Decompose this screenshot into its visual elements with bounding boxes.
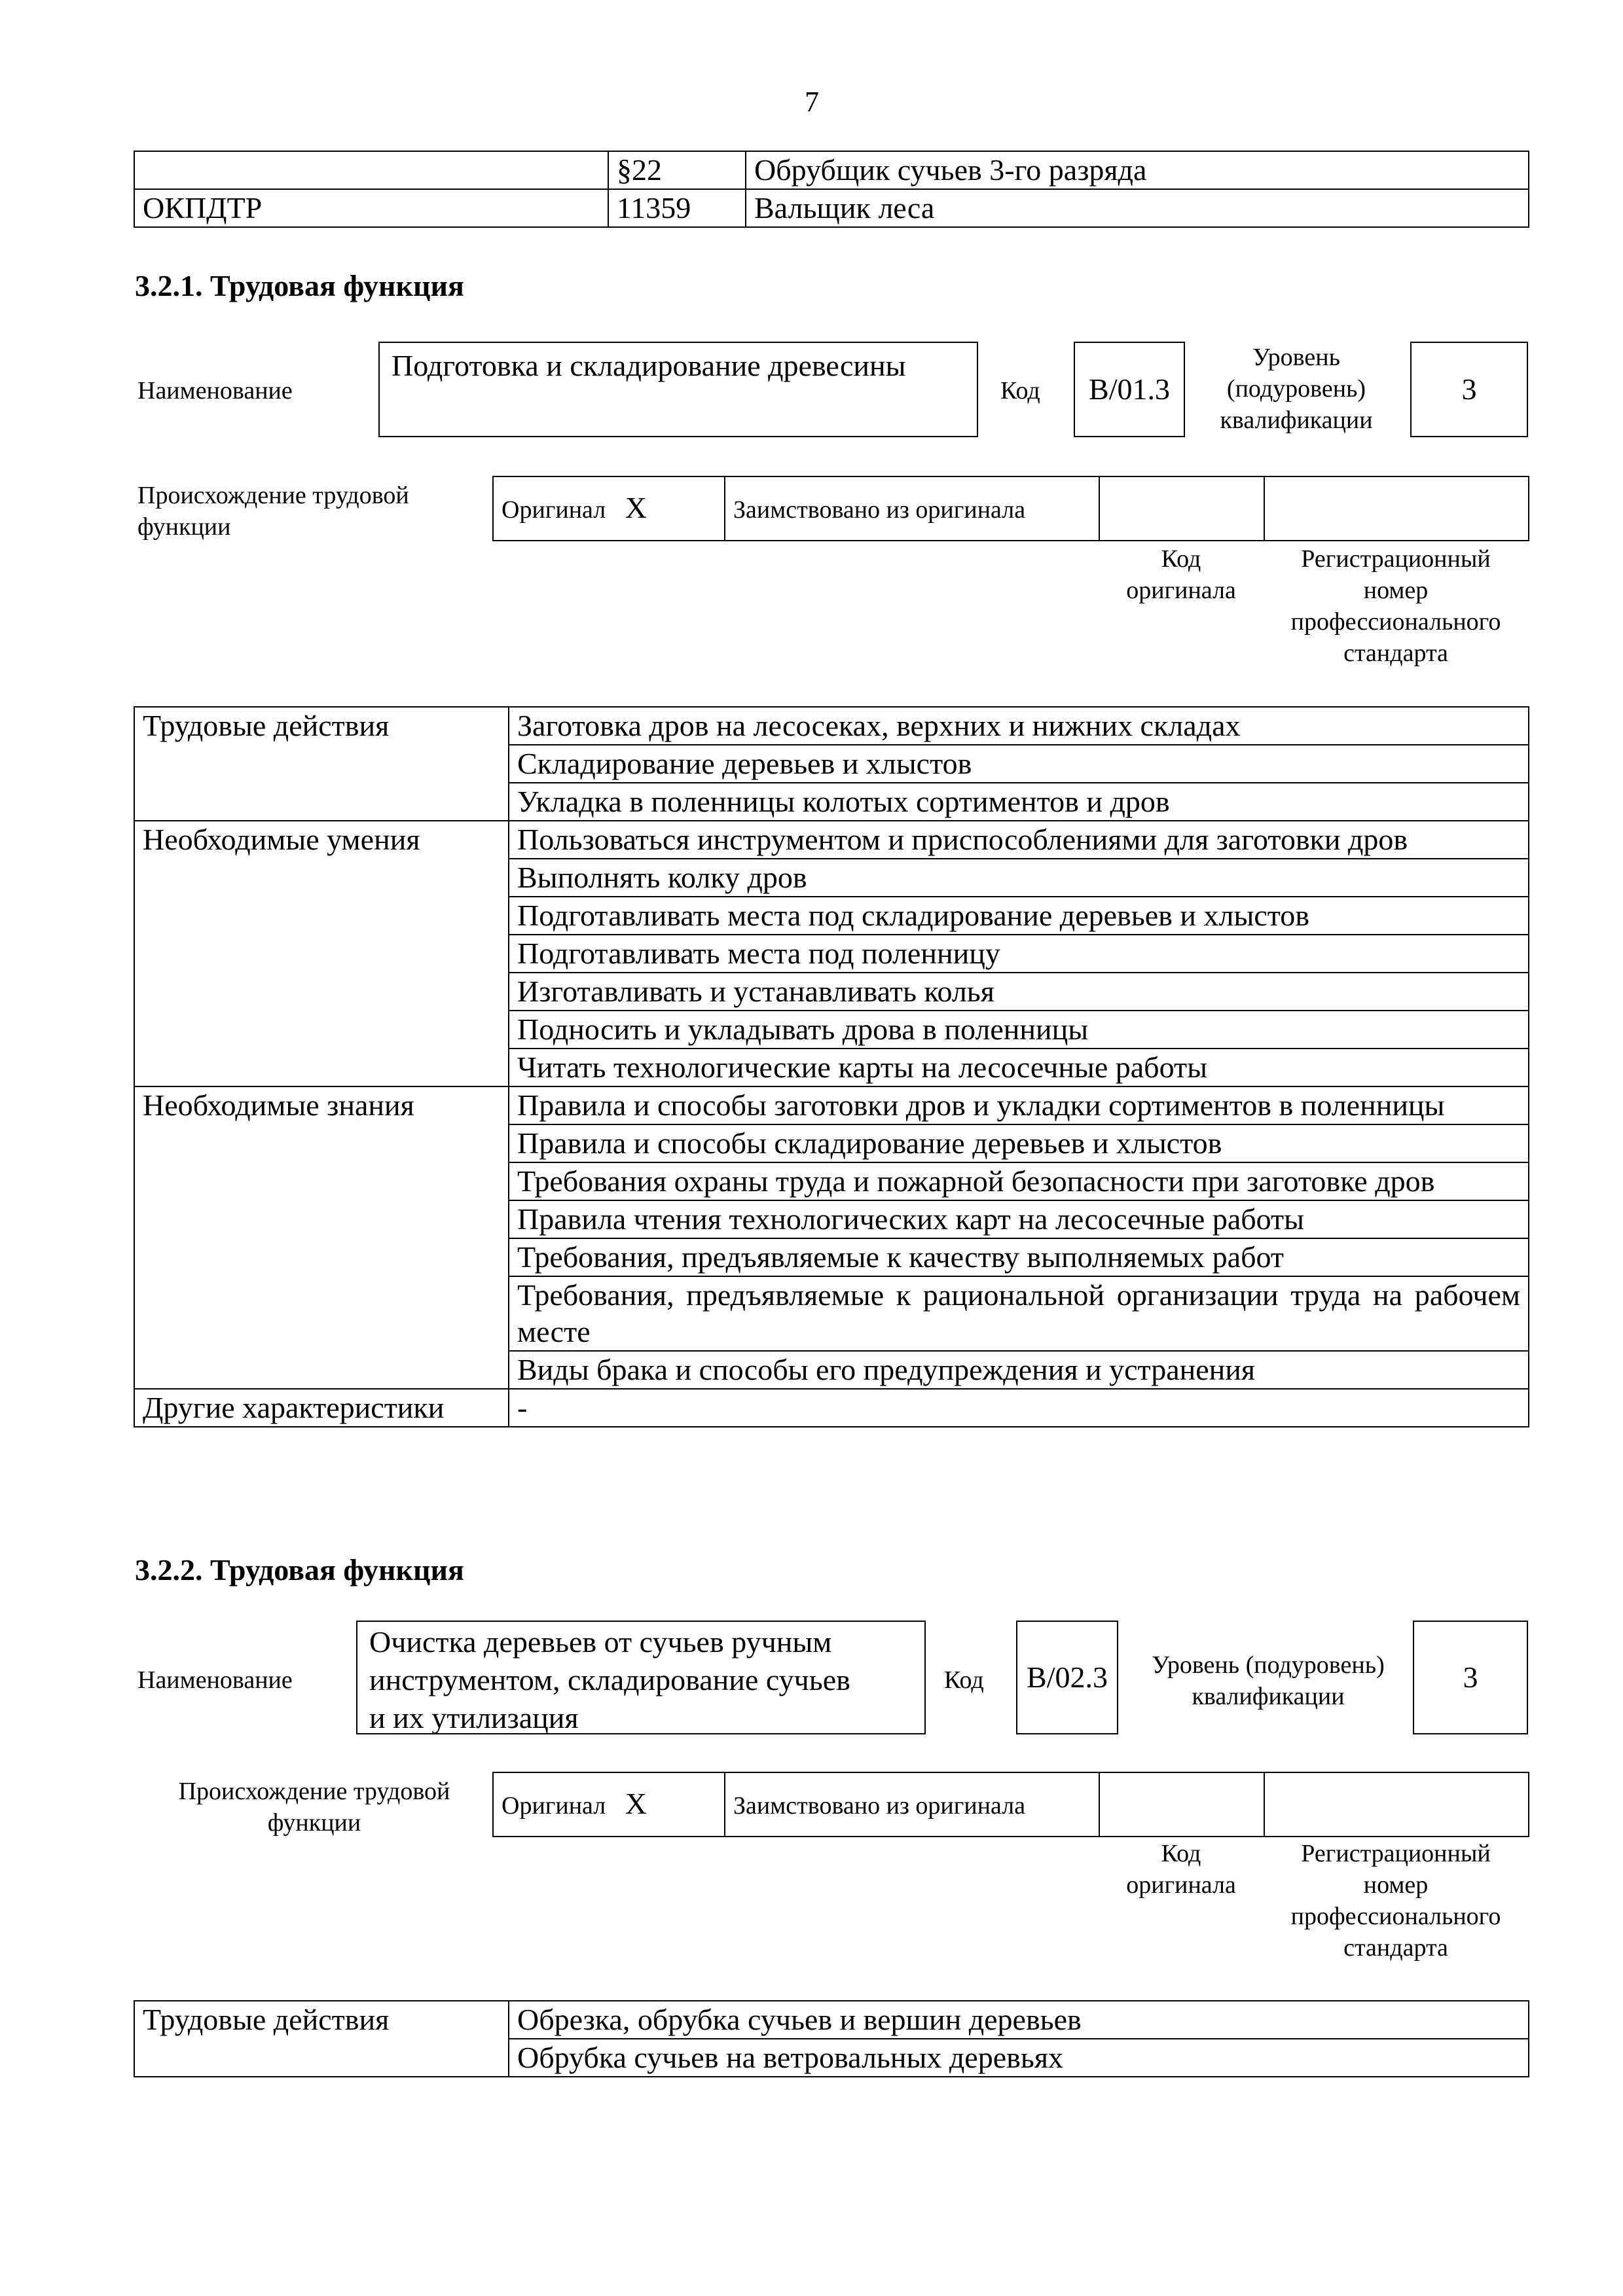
origin-label-line: Происхождение трудовой — [137, 482, 409, 509]
section-title: 3.2.2. Трудовая функция — [135, 1553, 464, 1587]
table-cell: 11359 — [608, 189, 746, 227]
caption-line: номер — [1363, 1871, 1429, 1899]
registration-number-cell — [1264, 476, 1529, 541]
function-name-line: Очистка деревьев от сучьев ручным — [369, 1625, 832, 1659]
section-title: 3.2.1. Трудовая функция — [135, 269, 464, 302]
caption-line: Код — [1161, 1840, 1201, 1867]
list-item: Правила чтения технологических карт на лесосечные работы — [509, 1200, 1529, 1238]
name-label: Наименование — [137, 1666, 293, 1694]
reg-number-caption — [1264, 543, 1528, 669]
level-label-line: Уровень — [1252, 344, 1340, 371]
caption-line: стандарта — [1343, 639, 1448, 667]
table-row — [134, 707, 1529, 745]
origin-label — [151, 1776, 478, 1839]
name-label: Наименование — [137, 377, 293, 404]
list-item: Подносить и укладывать дрова в поленницы — [509, 1011, 1529, 1049]
borrowed-label: Заимствовано из оригинала — [733, 495, 1026, 524]
function-detail-table — [134, 706, 1529, 1427]
list-item: Подготавливать места под поленницу — [509, 935, 1529, 973]
caption-line: стандарта — [1343, 1934, 1448, 1962]
level-box — [1413, 1621, 1528, 1734]
caption-line: профессионального — [1290, 1903, 1501, 1930]
registration-number-cell — [1264, 1772, 1529, 1837]
level-label-line: Уровень (подуровень) — [1152, 1651, 1385, 1679]
row-label: Трудовые действия — [134, 707, 509, 821]
row-label: Трудовые действия — [134, 2001, 509, 2077]
list-item: Правила и способы складирование деревьев и хлыстов — [509, 1124, 1529, 1162]
list-item: Подготавливать места под складирование деревьев и хлыстов — [509, 897, 1529, 935]
list-item: Обрубка сучьев на ветровальных деревьях — [509, 2039, 1529, 2077]
occupation-code-table — [134, 151, 1529, 228]
origin-table — [492, 476, 1529, 541]
table-row — [134, 1389, 1529, 1427]
list-item: Заготовка дров на лесосеках, верхних и нижних складах — [509, 707, 1529, 745]
function-name: Подготовка и складирование древесины — [392, 349, 906, 382]
table-row — [134, 821, 1529, 859]
original-cell — [493, 1772, 725, 1837]
original-mark: X — [625, 1786, 647, 1820]
borrowed-cell — [725, 476, 1099, 541]
list-item: Пользоваться инструментом и приспособлениями для заготовки дров — [509, 821, 1529, 859]
function-code: B/02.3 — [1027, 1660, 1108, 1694]
row-label: Необходимые умения — [134, 821, 509, 1086]
level-value: 3 — [1463, 1660, 1478, 1694]
original-label: Оригинал — [501, 495, 606, 524]
original-label: Оригинал — [501, 1791, 606, 1820]
list-item: Выполнять колку дров — [509, 859, 1529, 897]
caption-line: профессионального — [1290, 608, 1501, 636]
row-label: Необходимые знания — [134, 1086, 509, 1389]
code-label: Код — [944, 1666, 984, 1694]
original-code-cell — [1099, 476, 1264, 541]
caption-line: Код — [1161, 545, 1201, 573]
caption-line: Регистрационный — [1301, 1840, 1491, 1867]
page-number: 7 — [805, 86, 819, 118]
origin-label-line: функции — [137, 513, 231, 541]
original-code-cell — [1099, 1772, 1264, 1837]
level-box — [1410, 342, 1528, 437]
caption-line: оригинала — [1126, 1871, 1236, 1899]
original-mark: X — [625, 490, 647, 524]
table-cell — [134, 151, 608, 189]
function-name-box — [356, 1621, 926, 1734]
original-cell — [493, 476, 725, 541]
table-row — [134, 2001, 1529, 2039]
origin-table — [492, 1772, 1529, 1837]
function-name-box — [378, 342, 978, 437]
table-cell: Обрубщик сучьев 3-го разряда — [746, 151, 1529, 189]
list-item: Правила и способы заготовки дров и укладки сортиментов в поленницы — [509, 1086, 1529, 1124]
reg-number-caption — [1264, 1838, 1528, 1964]
level-value: 3 — [1461, 372, 1477, 406]
table-row — [134, 1086, 1529, 1124]
code-original-caption — [1099, 543, 1264, 606]
list-item: Требования, предъявляемые к рациональной организации труда на рабочем месте — [509, 1276, 1529, 1351]
list-item: - — [509, 1389, 1529, 1427]
list-item: Требования охраны труда и пожарной безопасности при заготовке дров — [509, 1162, 1529, 1200]
table-cell: §22 — [608, 151, 746, 189]
table-cell: ОКПДТР — [134, 189, 608, 227]
borrowed-cell — [725, 1772, 1099, 1837]
list-item: Складирование деревьев и хлыстов — [509, 745, 1529, 783]
origin-label — [137, 480, 409, 543]
caption-line: оригинала — [1126, 577, 1236, 604]
caption-line: номер — [1363, 577, 1429, 604]
code-original-caption — [1099, 1838, 1264, 1901]
function-name-line: и их утилизация — [369, 1701, 579, 1734]
list-item: Требования, предъявляемые к качеству выполняемых работ — [509, 1238, 1529, 1276]
function-code-box — [1016, 1621, 1118, 1734]
function-name-line: инструментом, складирование сучьев — [369, 1663, 850, 1696]
list-item: Виды брака и способы его предупреждения и устранения — [509, 1351, 1529, 1389]
code-label: Код — [1000, 377, 1040, 404]
table-cell: Вальщик леса — [746, 189, 1529, 227]
borrowed-label: Заимствовано из оригинала — [733, 1791, 1026, 1820]
list-item: Обрезка, обрубка сучьев и вершин деревьев — [509, 2001, 1529, 2039]
list-item: Изготавливать и устанавливать колья — [509, 973, 1529, 1011]
level-label-line: (подуровень) — [1226, 375, 1366, 403]
level-label — [1133, 1649, 1404, 1712]
origin-label-line: функции — [267, 1809, 361, 1837]
list-item: Укладка в поленницы колотых сортиментов и дров — [509, 783, 1529, 821]
function-code: B/01.3 — [1089, 372, 1170, 406]
level-label-line: квалификации — [1192, 1683, 1345, 1710]
level-label — [1203, 342, 1389, 436]
function-code-box — [1074, 342, 1185, 437]
row-label: Другие характеристики — [134, 1389, 509, 1427]
list-item: Читать технологические карты на лесосечные работы — [509, 1049, 1529, 1086]
function-detail-table — [134, 2000, 1529, 2077]
table-row — [134, 151, 1529, 189]
table-row — [134, 189, 1529, 227]
caption-line: Регистрационный — [1301, 545, 1491, 573]
origin-label-line: Происхождение трудовой — [178, 1778, 450, 1805]
level-label-line: квалификации — [1220, 406, 1373, 434]
